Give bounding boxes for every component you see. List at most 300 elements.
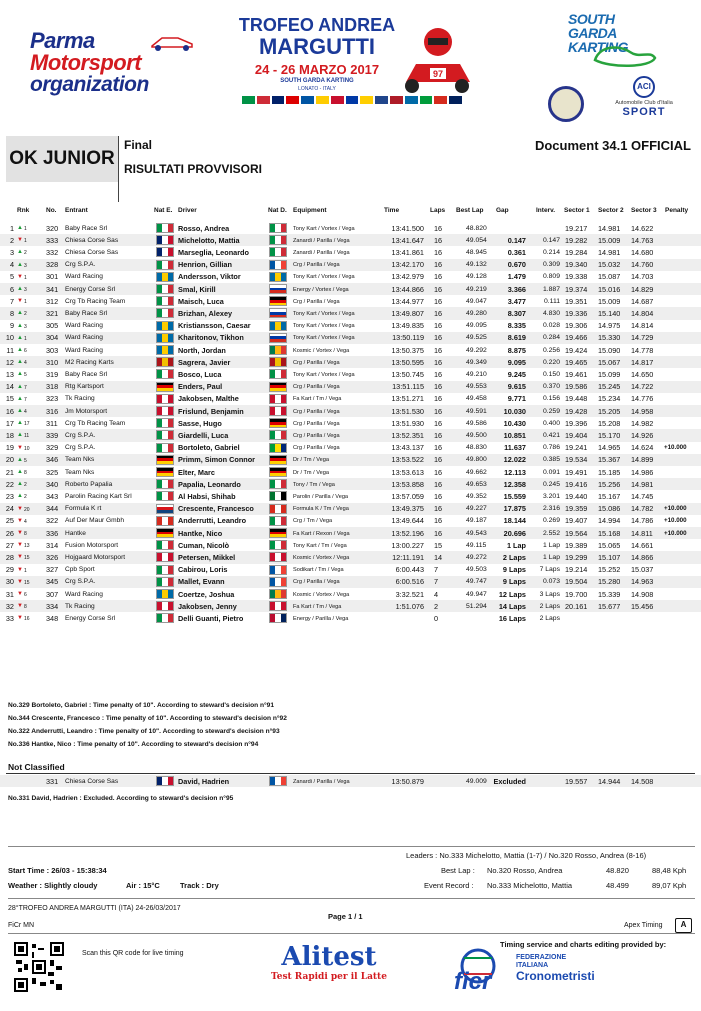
gap: 2 Laps	[502, 552, 526, 562]
car-number: 331	[46, 776, 59, 786]
sector-3: 14.722	[631, 382, 654, 392]
entrant-name: Roberto Papalia	[65, 480, 113, 488]
footer-divider	[8, 933, 695, 934]
entrant-nation-flag-icon	[156, 357, 174, 367]
rank-cell: 4	[9, 260, 14, 270]
car-number: 339	[46, 430, 59, 440]
sector-1: 19.282	[565, 235, 588, 245]
ficr-logo	[444, 940, 654, 1000]
position-up-icon: ▲	[17, 493, 23, 500]
gap: 20.696	[503, 528, 526, 538]
entrant-nation-flag-icon	[156, 284, 174, 294]
table-row[interactable]	[0, 442, 701, 454]
driver-nation-flag-icon	[269, 284, 287, 294]
driver-nation-flag-icon	[269, 565, 287, 575]
laps: 16	[434, 455, 443, 465]
sector-3: 14.687	[631, 296, 654, 306]
position-change: 6	[24, 348, 27, 354]
event-record-time: 48.499	[606, 881, 629, 890]
column-header: Driver	[178, 207, 197, 214]
sector-3: 14.745	[631, 491, 654, 501]
equipment: Sodikart / Tm / Vega	[293, 567, 344, 574]
rank-cell: 18	[5, 430, 14, 440]
sponsor-tagline: Test Rapidi per il Latte	[271, 972, 387, 982]
flags-strip	[242, 96, 462, 104]
column-header: Nat E.	[154, 207, 173, 214]
total-time: 13:51.115	[392, 382, 424, 392]
position-change: 20	[24, 506, 30, 513]
position-change: 10	[24, 445, 30, 452]
table-row[interactable]	[0, 295, 701, 307]
sector-1: 19.534	[565, 455, 588, 465]
sector-2: 14.975	[598, 321, 621, 331]
entrant-name: Baby Race Srl	[65, 224, 108, 232]
car-number: 320	[46, 223, 59, 233]
driver-name: Bosco, Luca	[178, 369, 222, 379]
equipment: Zanardi / Parilla / Vega	[293, 778, 350, 785]
event-logo-venue: SOUTH GARDA KARTING	[280, 78, 354, 84]
track-outline-icon	[590, 40, 660, 70]
position-up-icon: ▲	[17, 347, 23, 353]
driver-name: Al Habsi, Shihab	[178, 491, 236, 501]
equipment: Energy / Parilla / Vega	[293, 615, 349, 622]
alitest-logo	[266, 942, 392, 992]
sector-3: 14.963	[631, 577, 654, 587]
sector-3: 14.908	[631, 589, 654, 599]
entrant-nation-flag-icon	[156, 369, 174, 379]
driver-nation-flag-icon	[269, 345, 287, 355]
driver-nation-flag-icon	[269, 589, 287, 599]
entrant-nation-flag-icon	[156, 394, 174, 404]
driver-name: Elter, Marc	[178, 467, 215, 477]
total-time: 13:52.351	[391, 430, 424, 440]
gap: 12.358	[503, 479, 526, 489]
rank-cell: 32	[5, 601, 14, 611]
table-row[interactable]	[0, 417, 701, 429]
car-number: 326	[46, 552, 59, 562]
table-row[interactable]	[0, 503, 701, 515]
rank-cell: 23	[5, 491, 14, 501]
laps: 16	[434, 284, 443, 294]
car-number: 336	[46, 528, 59, 538]
driver-nation-flag-icon	[269, 247, 287, 257]
event-logo-place: LONATO - ITALY	[298, 86, 336, 92]
best-lap: 48.820	[466, 224, 487, 232]
table-row[interactable]	[0, 466, 701, 478]
session-name: Final	[124, 138, 153, 152]
sector-1: 19.404	[565, 430, 588, 440]
position-change: 4	[24, 518, 27, 525]
page-number: Page 1 / 1	[328, 912, 363, 921]
position-up-icon: ▲	[17, 225, 23, 231]
car-number: 334	[46, 601, 59, 611]
driver-name: Kristiansson, Caesar	[178, 321, 251, 331]
sector-1: 20.161	[565, 601, 588, 611]
entrant-nation-flag-icon	[156, 528, 174, 538]
driver-name: Sagrera, Javier	[178, 357, 231, 367]
total-time: 13:00.227	[391, 540, 424, 550]
table-row[interactable]	[0, 344, 701, 356]
rank-cell: 3	[9, 247, 14, 257]
sector-3: 14.981	[631, 479, 654, 489]
position-down-icon: ▼	[17, 615, 23, 622]
driver-name: Primm, Simon Connor	[178, 455, 256, 465]
rank-cell: 28	[5, 552, 14, 562]
total-time: 13:42.170	[391, 260, 424, 270]
driver-nation-flag-icon	[269, 577, 287, 587]
entrant-name: Rtg Kartsport	[65, 383, 104, 391]
aci-caption: Automobile Club d'Italia	[615, 100, 673, 106]
position-down-icon: ▼	[17, 505, 23, 512]
entrant-name: Ward Racing	[65, 590, 103, 598]
entrant-nation-flag-icon	[156, 406, 174, 416]
sector-3: 14.982	[631, 418, 654, 428]
position-down-icon: ▼	[17, 517, 23, 524]
equipment: Dr / Tm / Vega	[293, 457, 329, 464]
table-row[interactable]	[0, 393, 701, 405]
sector-2: 15.367	[598, 455, 621, 465]
gap: Excluded	[493, 776, 526, 786]
entrant-name: Energy Corse Srl	[65, 614, 116, 622]
laps: 4	[434, 589, 439, 599]
laps: 16	[434, 382, 443, 392]
laps: 16	[434, 333, 443, 343]
driver-nation-flag-icon	[269, 491, 287, 501]
position-down-icon: ▼	[17, 530, 23, 536]
interval: 0.259	[542, 407, 560, 415]
driver-nation-flag-icon	[269, 504, 287, 514]
driver-name: Andersson, Viktor	[178, 272, 241, 282]
rank-cell: 30	[5, 577, 14, 587]
federation-seal-icon	[548, 86, 584, 122]
sector-2: 14.994	[598, 516, 621, 526]
position-down-icon: ▼	[17, 591, 23, 597]
position-change: 1	[24, 226, 27, 232]
interval: 0.220	[542, 358, 560, 366]
not-classified-title: Not Classified	[8, 762, 65, 772]
rank-cell: 5	[9, 272, 14, 282]
sector-3: 14.814	[631, 321, 654, 331]
entrant-name: Team Nks	[65, 468, 95, 476]
table-row[interactable]	[0, 612, 701, 624]
table-row[interactable]	[0, 539, 701, 551]
table-row[interactable]	[0, 429, 701, 441]
exclusion-note: No.331 David, Hadrien : Excluded. According to steward's decision n°95	[8, 795, 234, 802]
car-number: 343	[46, 491, 59, 501]
track-condition: Track : Dry	[180, 881, 219, 890]
table-row[interactable]	[0, 234, 701, 246]
best-lap: 48.945	[466, 248, 487, 256]
equipment: Crg / Parilla / Vega	[293, 408, 340, 415]
laps: 16	[434, 345, 443, 355]
entrant-nation-flag-icon	[156, 272, 174, 282]
table-row[interactable]	[0, 527, 701, 539]
entrant-name: Crg S.P.A.	[65, 578, 96, 586]
sector-2: 15.677	[598, 601, 621, 611]
sector-1: 19.374	[565, 284, 588, 294]
table-row[interactable]	[0, 600, 701, 612]
driver-nation-flag-icon	[269, 406, 287, 416]
entrant-nation-flag-icon	[156, 577, 174, 587]
best-lap: 49.115	[466, 541, 487, 549]
entrant-name: Ward Racing	[65, 346, 103, 354]
car-number: 327	[46, 565, 59, 575]
equipment: Fa Kart / Tm / Vega	[293, 603, 342, 610]
car-number: 307	[46, 589, 59, 599]
circuit-logo-line-2: GARDA	[568, 25, 617, 41]
penalty: +10.000	[664, 529, 687, 537]
equipment: Crg / Parilla / Vega	[293, 359, 340, 366]
position-change: 17	[24, 421, 30, 428]
car-number: 305	[46, 321, 59, 331]
position-change: 5	[24, 372, 27, 379]
car-number: 321	[46, 308, 59, 318]
position-down-icon: ▼	[17, 578, 23, 585]
kart-icon	[148, 30, 198, 52]
table-row[interactable]	[0, 283, 701, 295]
position-change: 2	[24, 311, 27, 318]
table-row[interactable]	[0, 490, 701, 502]
position-up-icon: ▲	[17, 456, 23, 463]
position-change: 3	[24, 287, 27, 293]
sector-2: 15.087	[598, 272, 621, 282]
org-logo-line-1: Parma	[30, 28, 95, 53]
interval: 0.309	[542, 261, 560, 269]
table-row[interactable]	[0, 320, 701, 332]
equipment: Crg / Parilla / Vega	[293, 579, 340, 586]
entrant-name: Chiesa Corse Sas	[65, 248, 119, 256]
driver-name: Mallet, Evann	[178, 577, 225, 587]
equipment: Tony Kart / Vortex / Vega	[293, 225, 355, 232]
car-number: 304	[46, 333, 59, 343]
equipment: Dr / Tm / Vega	[293, 469, 329, 476]
rank-cell: 19	[5, 443, 14, 453]
total-time: 1:51.076	[395, 601, 424, 611]
table-row[interactable]	[0, 405, 701, 417]
position-change: 8	[24, 531, 27, 537]
table-row[interactable]	[0, 381, 701, 393]
driver-nation-flag-icon	[269, 369, 287, 379]
results-subtitle: RISULTATI PROVVISORI	[124, 162, 263, 176]
sector-3: 14.986	[631, 467, 654, 477]
best-lap: 49.349	[466, 358, 487, 366]
position-up-icon: ▲	[17, 395, 23, 402]
table-row[interactable]	[0, 478, 701, 490]
equipment: Crg / Parilla / Vega	[293, 262, 340, 269]
driver-nation-flag-icon	[269, 235, 287, 245]
table-row[interactable]	[0, 775, 701, 787]
rank-cell: 9	[9, 321, 14, 331]
interval: 1 Lap	[542, 541, 560, 549]
gap: 12.113	[504, 467, 526, 477]
car-number: 328	[46, 260, 59, 270]
equipment: Crg / Parilla / Vega	[293, 432, 340, 439]
sector-2: 15.107	[598, 552, 621, 562]
interval: 0.245	[542, 480, 560, 488]
sector-2: 15.256	[598, 479, 621, 489]
best-lap: 49.187	[466, 517, 487, 525]
equipment: Kosmic / Vortex / Vega	[293, 347, 350, 354]
driver-nation-flag-icon	[269, 516, 287, 526]
sector-1: 19.217	[565, 223, 588, 233]
position-down-icon: ▼	[17, 542, 23, 549]
sector-3: 14.760	[631, 260, 654, 270]
best-lap-speed: 88,48 Kph	[652, 866, 687, 875]
table-row[interactable]	[0, 246, 701, 258]
sector-3: 14.680	[631, 247, 654, 257]
entrant-name: Ward Racing	[65, 322, 103, 330]
position-up-icon: ▲	[17, 249, 23, 256]
event-name: 28°TROFEO ANDREA MARGUTTI (ITA) 24-26/03/2017	[8, 905, 181, 912]
sector-2: 15.339	[598, 589, 621, 599]
sector-2: 15.170	[598, 430, 621, 440]
gap: 0.147	[507, 235, 526, 245]
table-row[interactable]	[0, 222, 701, 234]
gap: 8.335	[507, 321, 526, 331]
position-down-icon: ▼	[17, 444, 23, 451]
driver-name: Enders, Paul	[178, 382, 223, 392]
driver-nation-flag-icon	[269, 467, 287, 477]
total-time: 13:41.861	[391, 247, 424, 257]
sector-2: 14.981	[598, 223, 621, 233]
gap: 1.479	[507, 272, 526, 282]
sector-2: 15.032	[598, 260, 621, 270]
table-row[interactable]	[0, 588, 701, 600]
interval: 1.887	[542, 285, 560, 293]
best-lap: 49.553	[466, 383, 487, 391]
position-up-icon: ▲	[17, 371, 23, 378]
interval: 0.147	[542, 236, 560, 244]
car-number: 316	[46, 406, 59, 416]
position-up-icon: ▲	[17, 469, 23, 475]
best-lap: 49.458	[466, 395, 487, 403]
car-number: 322	[46, 516, 59, 526]
table-row[interactable]	[0, 551, 701, 563]
position-down-icon: ▼	[17, 566, 23, 573]
entrant-nation-flag-icon	[156, 247, 174, 257]
car-number: 310	[46, 357, 59, 367]
table-row[interactable]	[0, 356, 701, 368]
sector-2: 15.065	[598, 540, 621, 550]
laps: 14	[434, 552, 443, 562]
sector-2: 15.234	[598, 394, 621, 404]
driver-nation-flag-icon	[269, 296, 287, 306]
total-time: 13:49.807	[391, 308, 424, 318]
car-number: 323	[46, 394, 59, 404]
table-row[interactable]	[0, 564, 701, 576]
event-record-driver: No.333 Michelotto, Mattia	[487, 881, 573, 890]
driver-name: Hantke, Nico	[178, 528, 223, 538]
event-logo-line-2: MARGUTTI	[258, 34, 376, 59]
sector-3: 14.650	[631, 369, 654, 379]
interval: 2.552	[542, 529, 560, 537]
driver-name: Jakobsen, Jenny	[178, 601, 237, 611]
best-lap: 49.800	[466, 456, 487, 464]
south-garda-karting-logo	[560, 10, 670, 72]
driver-nation-flag-icon	[269, 321, 287, 331]
equipment: Tony Kart / Vortex / Vega	[293, 274, 355, 281]
table-row[interactable]	[0, 515, 701, 527]
entrant-name: Tk Racing	[65, 395, 95, 403]
car-number: 312	[46, 296, 59, 306]
table-row[interactable]	[0, 307, 701, 319]
column-header: Sector 1	[564, 207, 590, 214]
driver-nation-flag-icon	[269, 443, 287, 453]
entrant-name: Fusion Motorsport	[65, 541, 119, 549]
table-row[interactable]	[0, 454, 701, 466]
penalty-note: No.344 Crescente, Francesco : Time penalty of 10". According to steward's decision n°92	[8, 715, 287, 722]
entrant-nation-flag-icon	[156, 776, 174, 786]
entrant-nation-flag-icon	[156, 296, 174, 306]
driver-nation-flag-icon	[269, 260, 287, 270]
entrant-name: Formula K rt	[65, 505, 102, 513]
qr-code-icon[interactable]	[14, 942, 64, 992]
table-row[interactable]	[0, 332, 701, 344]
interval: 0.786	[542, 444, 560, 452]
total-time: 13:44.977	[391, 296, 424, 306]
total-time: 13:53.522	[391, 455, 424, 465]
sector-1: 19.461	[565, 369, 588, 379]
driver-name: Kharitonov, Tikhon	[178, 333, 244, 343]
sector-2: 15.090	[598, 345, 621, 355]
driver-nation-flag-icon	[269, 776, 287, 786]
sector-1: 19.389	[565, 540, 588, 550]
interval: 0.256	[542, 346, 560, 354]
sector-3: 14.729	[631, 333, 654, 343]
equipment: Tony Kart / Vortex / Vega	[293, 310, 355, 317]
position-down-icon: ▼	[17, 237, 23, 244]
best-lap: 49.500	[466, 431, 487, 439]
entrant-name: Auf Der Maur Gmbh	[65, 517, 124, 525]
sector-3: 14.776	[631, 394, 654, 404]
driver-name: Maisch, Luca	[178, 296, 224, 306]
laps: 16	[434, 479, 443, 489]
laps: 15	[434, 540, 443, 550]
total-time: 13:51.930	[391, 418, 424, 428]
interval: 3.201	[542, 492, 560, 500]
laps: 16	[434, 430, 443, 440]
driver-name: Sasse, Hugo	[178, 418, 222, 428]
total-time: 13:50.879	[391, 776, 424, 786]
gap: 9 Laps	[502, 577, 526, 587]
sector-1: 19.340	[565, 260, 588, 270]
best-lap: 49.653	[466, 480, 487, 488]
laps: 0	[434, 613, 439, 623]
interval: 0.150	[542, 370, 560, 378]
equipment: Parolin / Parilla / Vega	[293, 493, 349, 500]
table-row[interactable]	[0, 259, 701, 271]
air-temp: Air : 15°C	[126, 881, 160, 890]
table-row[interactable]	[0, 271, 701, 283]
total-time: 13:53.858	[391, 479, 424, 489]
sector-3: 15.456	[631, 601, 654, 611]
timing-service-caption: Timing service and charts editing provided by:	[500, 940, 667, 949]
column-header: Gap	[496, 207, 509, 214]
table-row[interactable]	[0, 576, 701, 588]
car-number: 333	[46, 235, 59, 245]
gap: 9.771	[507, 394, 526, 404]
entrant-name: Jm Motorsport	[65, 407, 108, 415]
driver-nation-flag-icon	[269, 382, 287, 392]
sector-3: 14.786	[631, 516, 654, 526]
total-time: 3:32.521	[395, 589, 424, 599]
best-lap: 49.292	[466, 346, 487, 354]
interval: 0.385	[542, 456, 560, 464]
driver-name: Anderrutti, Leandro	[178, 516, 247, 526]
position-change: 1	[24, 299, 27, 306]
table-row[interactable]	[0, 368, 701, 380]
driver-name: Petersen, Mikkel	[178, 552, 236, 562]
